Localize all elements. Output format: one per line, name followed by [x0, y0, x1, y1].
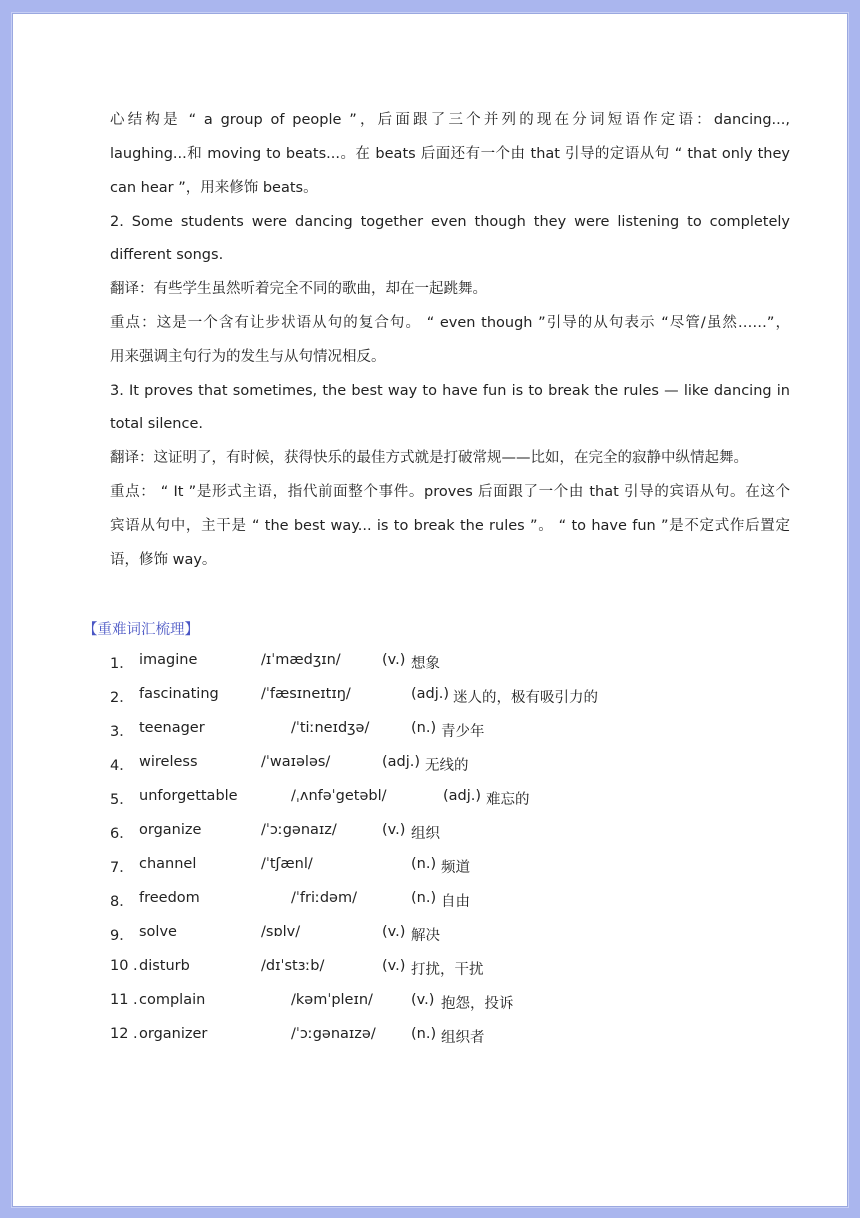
- vocab-pos: (n.): [411, 856, 437, 872]
- vocab-pos: (v.): [411, 992, 435, 1008]
- vocab-number: 5．: [110, 792, 134, 808]
- vocab-number: 12 .: [110, 1026, 138, 1042]
- vocab-pos: (adj.): [411, 686, 450, 702]
- paragraph-line: 2. Some students were dancing together even though they were listening to completely: [110, 214, 790, 230]
- vocab-pos: (n.): [411, 720, 437, 736]
- vocab-phonetic: /ˈtiːneɪdʒə/: [291, 720, 370, 736]
- vocab-number: 9．: [110, 928, 134, 944]
- vocab-word: teenager: [139, 720, 205, 736]
- paragraph-line: 用来强调主句行为的发生与从句情况相反。: [110, 349, 386, 365]
- vocab-pos: (n.): [411, 890, 437, 906]
- vocab-section-title: 【重难词汇梳理】: [83, 622, 199, 638]
- vocab-word: wireless: [139, 754, 198, 770]
- paragraph-line: 宾语从句中，主干是 “ the best way... is to break the rules ”。 “ to have fun ”是不定式作后置定: [110, 518, 790, 534]
- vocab-word: disturb: [139, 958, 190, 974]
- vocab-meaning: 解决: [411, 928, 440, 944]
- vocab-phonetic: /ˈɔːgənaɪz/: [261, 822, 337, 838]
- vocab-meaning: 频道: [441, 860, 470, 876]
- vocab-word: solve: [139, 924, 177, 940]
- vocab-phonetic: /kəmˈpleɪn/: [291, 992, 373, 1008]
- vocab-meaning: 迷人的，极有吸引力的: [453, 690, 598, 706]
- vocab-meaning: 组织: [411, 826, 440, 842]
- vocab-word: channel: [139, 856, 197, 872]
- vocab-phonetic: /ˈtʃænl/: [261, 856, 313, 872]
- vocab-meaning: 想象: [411, 656, 440, 672]
- paragraph-line: 语，修饰 way。: [110, 552, 217, 568]
- document-page: [12, 13, 848, 1207]
- vocab-phonetic: /ˈfæsɪneɪtɪŋ/: [261, 686, 351, 702]
- vocab-word: fascinating: [139, 686, 219, 702]
- vocab-meaning: 抱怨，投诉: [441, 996, 514, 1012]
- vocab-number: 3．: [110, 724, 134, 740]
- vocab-phonetic: /sɒlv/: [261, 924, 301, 940]
- vocab-phonetic: /ɪˈmædʒɪn/: [261, 652, 341, 668]
- vocab-number: 4．: [110, 758, 134, 774]
- vocab-word: complain: [139, 992, 206, 1008]
- vocab-number: 10 .: [110, 958, 138, 974]
- vocab-meaning: 无线的: [425, 758, 469, 774]
- vocab-phonetic: /ˌʌnfəˈgetəbl/: [291, 788, 387, 804]
- vocab-pos: (n.): [411, 1026, 437, 1042]
- vocab-number: 2．: [110, 690, 134, 706]
- vocab-word: unforgettable: [139, 788, 238, 804]
- paragraph-line: 翻译：有些学生虽然听着完全不同的歌曲，却在一起跳舞。: [110, 281, 487, 297]
- vocab-number: 8．: [110, 894, 134, 910]
- paragraph-line: 重点：这是一个含有让步状语从句的复合句。 “ even though ”引导的从句表示 “尽管/虽然……”，: [110, 315, 790, 331]
- vocab-pos: (v.): [382, 924, 406, 940]
- vocab-number: 11 .: [110, 992, 138, 1008]
- vocab-phonetic: /ˈɔːgənaɪzə/: [291, 1026, 376, 1042]
- paragraph-line: different songs.: [110, 247, 224, 263]
- paragraph-line: 翻译：这证明了，有时候，获得快乐的最佳方式就是打破常规——比如，在完全的寂静中纵情起舞。: [110, 450, 748, 466]
- paragraph-line: 3. It proves that sometimes, the best way to have fun is to break the rules — like dancing in: [110, 383, 790, 399]
- vocab-pos: (adj.): [443, 788, 482, 804]
- vocab-number: 7．: [110, 860, 134, 876]
- vocab-pos: (v.): [382, 652, 406, 668]
- vocab-phonetic: /ˈwaɪələs/: [261, 754, 331, 770]
- vocab-word: freedom: [139, 890, 200, 906]
- vocab-number: 6．: [110, 826, 134, 842]
- paragraph-line: 重点： “ It ”是形式主语，指代前面整个事件。proves 后面跟了一个由 that 引导的宾语从句。在这个: [110, 484, 790, 500]
- vocab-pos: (v.): [382, 822, 406, 838]
- vocab-number: 1．: [110, 656, 134, 672]
- vocab-phonetic: /dɪˈstɜːb/: [261, 958, 325, 974]
- vocab-word: imagine: [139, 652, 198, 668]
- vocab-pos: (adj.): [382, 754, 421, 770]
- vocab-meaning: 青少年: [441, 724, 485, 740]
- vocab-meaning: 自由: [441, 894, 470, 910]
- vocab-phonetic: /ˈfriːdəm/: [291, 890, 357, 906]
- vocab-meaning: 打扰，干扰: [411, 962, 484, 978]
- paragraph-line: can hear ”，用来修饰 beats。: [110, 180, 318, 196]
- vocab-word: organize: [139, 822, 202, 838]
- paragraph-line: laughing...和 moving to beats...。在 beats 后面还有一个由 that 引导的定语从句 “ that only they: [110, 146, 790, 162]
- vocab-meaning: 组织者: [441, 1030, 485, 1046]
- paragraph-line: 心结构是 “ a group of people ”，后面跟了三个并列的现在分词短语作定语：dancing...,: [110, 112, 790, 128]
- vocab-meaning: 难忘的: [486, 792, 530, 808]
- vocab-pos: (v.): [382, 958, 406, 974]
- paragraph-line: total silence.: [110, 416, 203, 432]
- vocab-word: organizer: [139, 1026, 208, 1042]
